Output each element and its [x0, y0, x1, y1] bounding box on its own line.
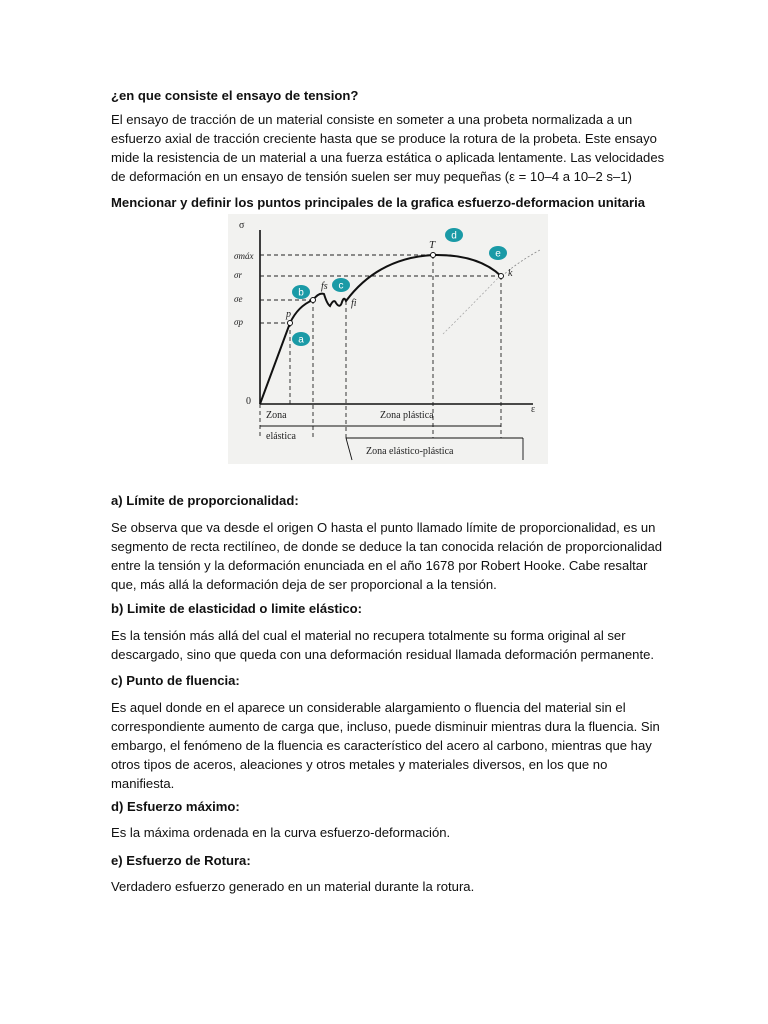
origin-label: 0 [246, 396, 251, 407]
svg-text:c: c [338, 280, 344, 292]
section-a-title: a) Límite de proporcionalidad: [111, 493, 299, 508]
zone-plastic-label: Zona plástica [380, 410, 434, 421]
zone-elastic-label-1: Zona [266, 410, 287, 421]
section-d-body: Es la máxima ordenada en la curva esfuerzo-deformación. [111, 825, 451, 840]
svg-text:b: b [298, 287, 304, 299]
zone-elastic-label-2: elástica [266, 431, 296, 442]
stress-strain-figure [228, 214, 548, 464]
section-b-title: b) Limite de elasticidad o limite elástico: [111, 601, 363, 616]
y-axis-label: σ [239, 220, 245, 231]
question-heading: ¿en que consiste el ensayo de tension? [111, 88, 359, 103]
point-fs-marker [311, 298, 316, 303]
section-a-body: Se observa que va desde el origen O hasta el punto llamado límite de proporcionalidad, es un segmento de recta rectilíneo, de donde se deduce la tan conocida relación de proporcionalidad entre la tensión y la deformación enunciada en el año 1678 por Robert Hooke. Cabe resaltar que, más allá la deformación deja de ser proporcional a la tensión. [111, 520, 663, 592]
point-label-p: p [286, 309, 291, 320]
section-e-body: Verdadero esfuerzo generado en un material durante la rotura. [111, 879, 475, 894]
section-b-body: Es la tensión más allá del cual el material no recupera totalmente su forma original al ser descargado, sino que queda con una deformación residual llamada deformación permanente. [111, 628, 655, 662]
point-t-marker [431, 253, 436, 258]
point-p-marker [288, 321, 293, 326]
y-tick-sigma-max: σmáx [234, 251, 254, 261]
y-tick-sigma-r: σr [234, 270, 242, 280]
section-c-body: Es aquel donde en el aparece un considerable alargamiento o fluencia del material sin el correspondiente aumento de carga que, incluso, puede disminuir mientras dura la fluencia. Sin embargo, el fenómeno de la fluencia es característico del acero al carbono, mientras que hay otros tipos de aceros, aleaciones y otros metales y materiales diversos, en los que no manifiesta. [111, 700, 660, 791]
badge-e [489, 246, 507, 260]
zone-elastoplastic-label: Zona elástico-plástica [366, 446, 454, 457]
point-label-t: T [429, 239, 436, 251]
point-label-fi: fi [351, 298, 357, 309]
badge-c [332, 278, 350, 292]
intro-paragraph: El ensayo de tracción de un material consiste en someter a una probeta normalizada a un esfuerzo axial de tracción creciente hasta que se produce la rotura de la probeta. Este ensayo mide la resistencia de un material a una fuerza estática o aplicada lentamente. Las velocidades de deformación en un ensayo de tensión suelen ser muy pequeñas (ε = 10–4 a 10–2 s–1) [111, 112, 665, 184]
point-label-fs: fs [321, 281, 328, 292]
badge-d [445, 228, 463, 242]
section-e-title: e) Esfuerzo de Rotura: [111, 853, 251, 868]
section-c-title: c) Punto de fluencia: [111, 673, 240, 688]
point-k-marker [499, 274, 504, 279]
y-tick-sigma-e: σe [234, 294, 243, 304]
section-d-title: d) Esfuerzo máximo: [111, 799, 240, 814]
svg-text:a: a [298, 334, 304, 346]
graph-heading: Mencionar y definir los puntos principales de la grafica esfuerzo-deformacion unitaria [111, 195, 646, 210]
x-axis-label: ε [531, 404, 536, 415]
svg-text:e: e [495, 248, 501, 260]
y-tick-sigma-p: σp [234, 317, 243, 327]
svg-text:d: d [451, 230, 457, 242]
badge-a [292, 332, 310, 346]
point-label-k: k [508, 268, 513, 279]
badge-b [292, 285, 310, 299]
